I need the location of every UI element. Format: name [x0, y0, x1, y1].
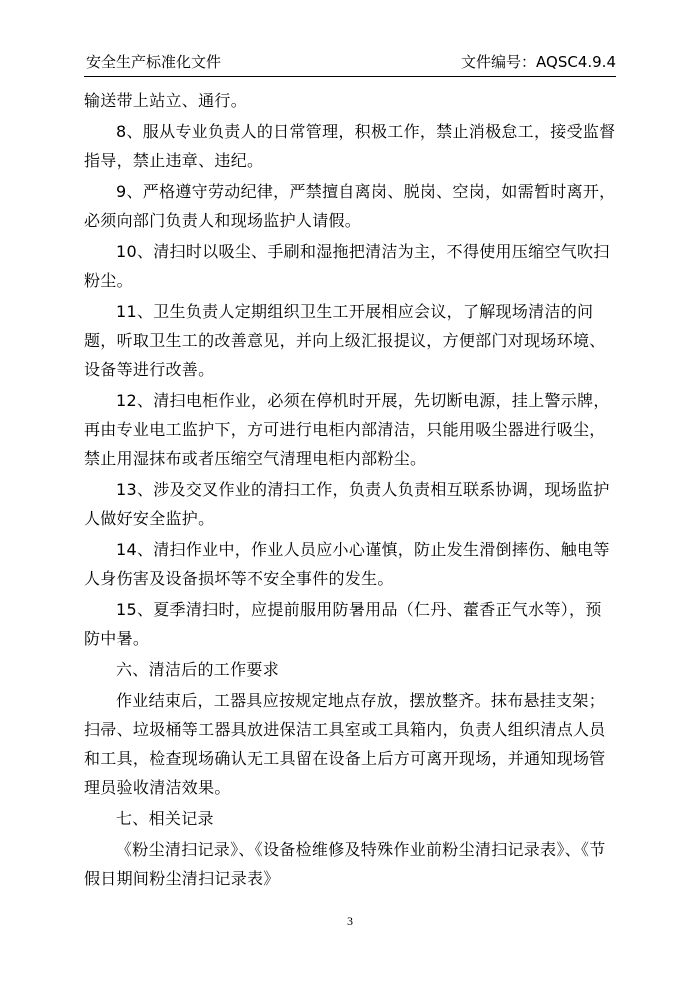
section-heading-7: 七、相关记录 — [116, 809, 214, 828]
page-number: 3 — [347, 914, 353, 928]
paragraph-item-13: 13、涉及交叉作业的清扫工作，负责人负责相互联系协调，现场监护人做好安全监护。 — [84, 480, 610, 528]
paragraph-post-cleaning: 作业结束后，工器具应按规定地点存放，摆放整齐。抹布悬挂支架；扫帚、垃圾桶等工器具放进保洁工具室或工具箱内，负责人组织清点人员和工具，检查现场确认无工具留在设备上后方可离开现场，并通知现场管理员验收清洁效果。 — [84, 691, 606, 797]
paragraph-item-8: 8、服从专业负责人的日常管理，积极工作，禁止消极怠工，接受监督指导，禁止违章、违纪。 — [84, 122, 616, 170]
paragraph-item-11: 11、卫生负责人定期组织卫生工开展相应会议，了解现场清洁的问题，听取卫生工的改善意见，并向上级汇报提议，方便部门对现场环境、设备等进行改善。 — [84, 302, 606, 379]
section-heading-6: 六、清洁后的工作要求 — [116, 660, 280, 679]
document-title: 安全生产标准化文件 — [86, 53, 222, 71]
paragraph-item-10: 10、清扫时以吸尘、手刷和湿拖把清洁为主，不得使用压缩空气吹扫粉尘。 — [84, 242, 610, 290]
document-body — [84, 86, 616, 895]
header-divider — [84, 76, 616, 77]
paragraph-item-12: 12、清扫电柜作业，必须在停机时开展，先切断电源，挂上警示牌，再由专业电工监护下，方可进行电柜内部清洁，只能用吸尘器进行吸尘，禁止用湿抹布或者压缩空气清理电柜内部粉尘。 — [84, 391, 610, 468]
paragraph-item-15: 15、夏季清扫时，应提前服用防暑用品（仁丹、藿香正气水等），预防中暑。 — [84, 600, 602, 648]
paragraph-continuation: 输送带上站立、通行。 — [84, 91, 248, 110]
page-header — [84, 50, 616, 74]
paragraph-item-9: 9、严格遵守劳动纪律，严禁擅自离岗、脱岗、空岗，如需暂时离开，必须向部门负责人和现场监护人请假。 — [84, 182, 616, 230]
paragraph-item-14: 14、清扫作业中，作业人员应小心谨慎，防止发生滑倒摔伤、触电等人身伤害及设备损坏等不安全事件的发生。 — [84, 540, 610, 588]
document-number: 文件编号：AQSC4.9.4 — [461, 53, 616, 71]
paragraph-records: 《粉尘清扫记录》、《设备检维修及特殊作业前粉尘清扫记录表》、《节假日期间粉尘清扫记录表》 — [84, 840, 606, 888]
